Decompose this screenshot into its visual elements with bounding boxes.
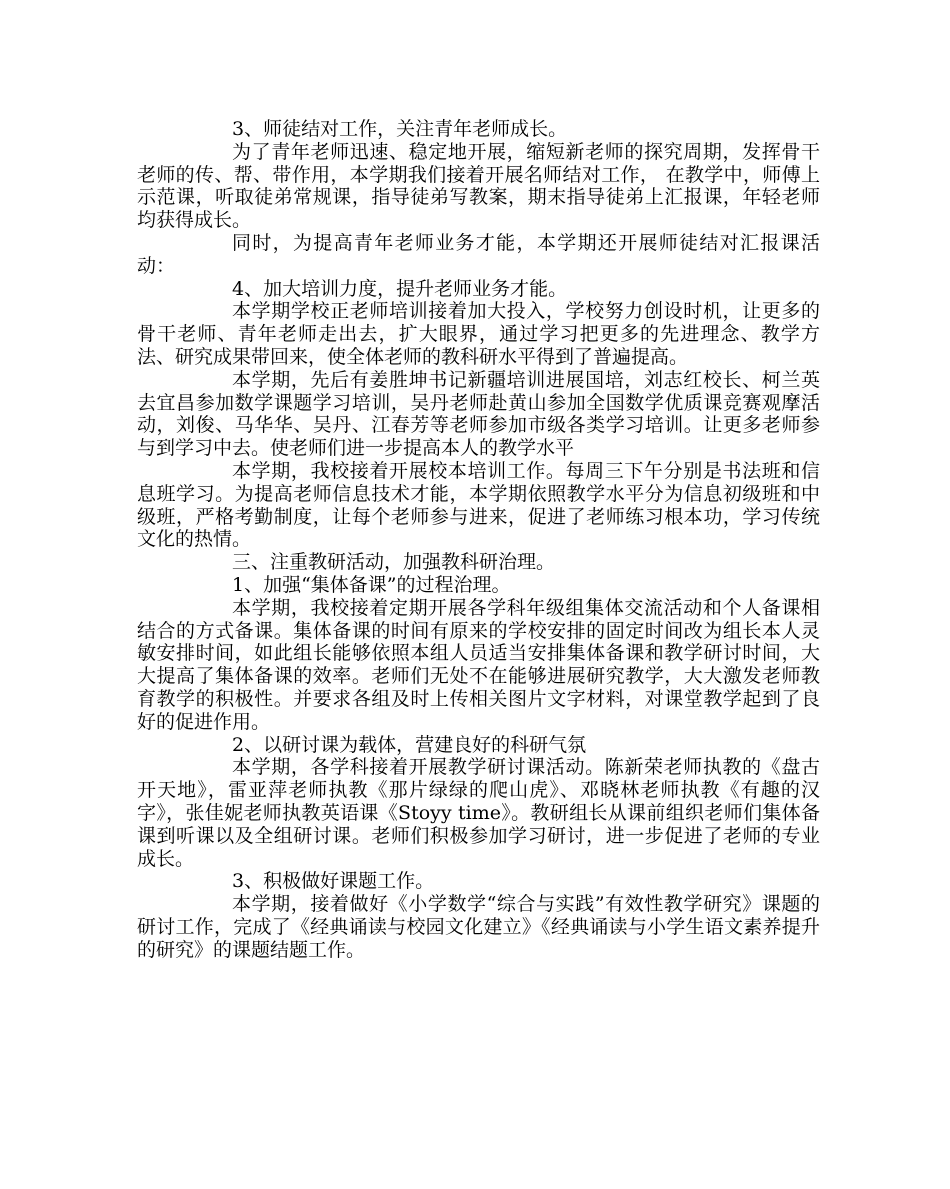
paragraph: 本学期，我校接着开展校本培训工作。每周三下午分别是书法班和信息班学习。为提高老师信息技术才能，本学期依照教学水平分为信息初级班和中级班，严格考勤制度，让每个老师参与进来，促进了老师练习根本功，学习传统文化的热情。 (137, 459, 820, 551)
paragraph: 同时，为提高青年老师业务才能，本学期还开展师徒结对汇报课活动： (137, 231, 820, 277)
paragraph: 1、加强“集体备课”的过程治理。 (232, 573, 511, 596)
section-heading: 三、注重教研活动，加强教科研治理。 (232, 551, 556, 574)
paragraph: 本学期，先后有姜胜坤书记新疆培训进展国培，刘志红校长、柯兰英去宜昌参加数学课题学习培训，吴丹老师赴黄山参加全国数学优质课竞赛观摩活动，刘俊、马华华、吴丹、江春芳等老师参加市级各类学习培训。让更多老师参与到学习中去。使老师们进一步提高本人的教学水平 (137, 368, 820, 460)
paragraph: 3、师徒结对工作，关注青年老师成长。 (232, 118, 568, 140)
paragraph: 本学期，接着做好《小学数学“综合与实践”有效性教学研究》课题的研讨工作，完成了《经典诵读与校园文化建立》《经典诵读与小学生语文素养提升的研究》的课题结题工作。 (137, 893, 820, 961)
paragraph: 4、加大培训力度，提升老师业务才能。 (232, 277, 568, 300)
paragraph: 本学期学校正老师培训接着加大投入，学校努力创设时机，让更多的骨干老师、青年老师走出去，扩大眼界，通过学习把更多的先进理念、教学方法、研究成果带回来，使全体老师的教科研水平得到了普遍提高。 (137, 300, 820, 368)
paragraph: 为了青年老师迅速、稳定地开展，缩短新老师的探究周期，发挥骨干老师的传、帮、带作用，本学期我们接着开展名师结对工作， 在教学中，师傅上示范课，听取徒弟常规课，指导徒弟写教案，期末指导徒弟上汇报课，年轻老师均获得成长。 (137, 140, 820, 232)
paragraph: 本学期，各学科接着开展教学研讨课活动。陈新荣老师执教的《盘古开天地》，雷亚萍老师执教《那片绿绿的爬山虎》、邓晓林老师执教《有趣的汉字》，张佳妮老师执教英语课《Stoyy time》。教研组长从课前组织老师们集体备课到听课以及全组研讨课。老师们积极参加学习研讨，进一步促进了老师的专业成长。 (137, 756, 820, 870)
document-body (137, 118, 820, 961)
paragraph: 2、以研讨课为载体，营建良好的科研气氛 (232, 733, 587, 756)
paragraph: 本学期，我校接着定期开展各学科年级组集体交流活动和个人备课相结合的方式备课。集体备课的时间有原来的学校安排的固定时间改为组长本人灵敏安排时间，如此组长能够依照本组人员适当安排集体备课和教学研讨时间，大大提高了集体备课的效率。老师们无处不在能够进展研究教学，大大激发老师教育教学的积极性。并要求各组及时上传相关图片文字材料，对课堂教学起到了良好的促进作用。 (137, 596, 820, 733)
paragraph: 3、积极做好课题工作。 (232, 870, 435, 893)
